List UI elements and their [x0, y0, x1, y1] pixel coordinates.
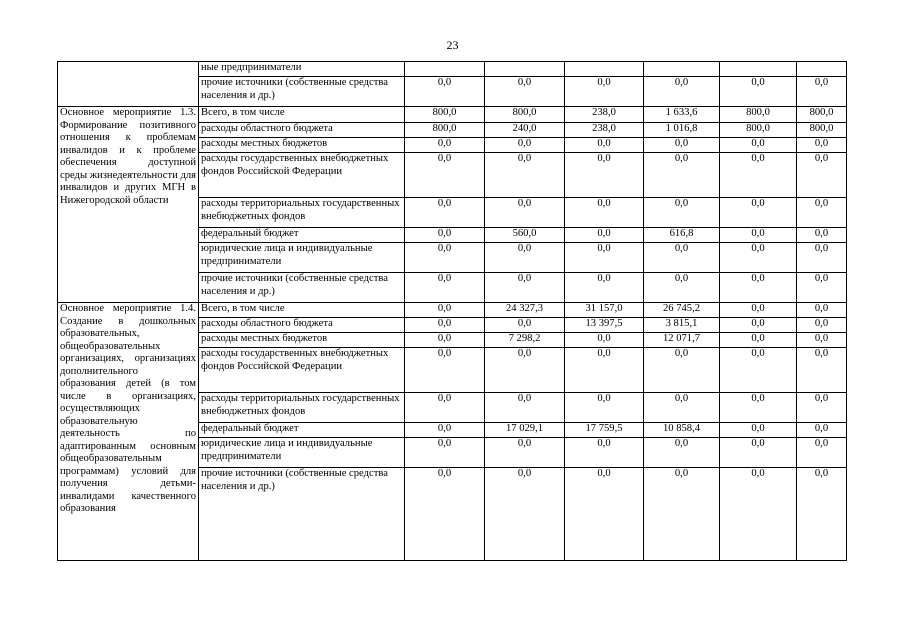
value-cell: 0,0	[405, 333, 485, 348]
value-cell: 26 745,2	[644, 303, 720, 318]
value-cell: 17 029,1	[485, 423, 565, 438]
value-cell: 0,0	[405, 303, 485, 318]
value-cell: 0,0	[644, 468, 720, 561]
value-cell: 800,0	[720, 123, 797, 138]
value-cell: 0,0	[720, 348, 797, 393]
value-cell: 0,0	[797, 318, 847, 333]
value-cell: 31 157,0	[565, 303, 644, 318]
value-cell: 0,0	[797, 438, 847, 468]
value-cell: 0,0	[565, 228, 644, 243]
value-cell: 0,0	[405, 348, 485, 393]
value-cell: 0,0	[405, 468, 485, 561]
row-label: расходы местных бюджетов	[199, 138, 405, 153]
value-cell: 0,0	[720, 138, 797, 153]
value-cell: 0,0	[720, 423, 797, 438]
value-cell: 0,0	[797, 348, 847, 393]
value-cell: 0,0	[485, 153, 565, 198]
value-cell: 0,0	[720, 318, 797, 333]
value-cell: 0,0	[797, 138, 847, 153]
measure-name: Основное мероприятие 1.4. Создание в дошкольных образовательных, общеобразовательных организациях, организациях дополнительного образования детей (в том числе в организациях, осуществляющих образовательную деятельность по адаптированным основным общеобразовательным программам) условий для получения детьми-инвалидами качественного образования	[58, 303, 199, 561]
value-cell: 800,0	[720, 107, 797, 123]
measure-name: Основное мероприятие 1.3. Формирование позитивного отношения к проблемам инвалидов и к проблеме обеспечения доступной среды жизнедеятельности для инвалидов и других МГН в Нижегородской области	[58, 107, 199, 303]
value-cell: 17 759,5	[565, 423, 644, 438]
value-cell: 0,0	[797, 423, 847, 438]
value-cell: 616,8	[644, 228, 720, 243]
value-cell: 0,0	[405, 393, 485, 423]
table-row	[58, 62, 847, 77]
value-cell: 0,0	[720, 438, 797, 468]
value-cell: 0,0	[405, 243, 485, 273]
value-cell: 0,0	[797, 303, 847, 318]
value-cell: 0,0	[720, 77, 797, 107]
value-cell: 0,0	[644, 243, 720, 273]
value-cell: 0,0	[644, 273, 720, 303]
value-cell: 0,0	[485, 77, 565, 107]
value-cell: 0,0	[797, 77, 847, 107]
value-cell: 560,0	[485, 228, 565, 243]
value-cell: 7 298,2	[485, 333, 565, 348]
value-cell	[405, 62, 485, 77]
value-cell: 0,0	[797, 468, 847, 561]
value-cell: 0,0	[405, 77, 485, 107]
value-cell: 0,0	[720, 333, 797, 348]
value-cell: 0,0	[797, 153, 847, 198]
row-label: юридические лица и индивидуальные предприниматели	[199, 438, 405, 468]
value-cell: 238,0	[565, 107, 644, 123]
value-cell: 800,0	[485, 107, 565, 123]
value-cell: 1 016,8	[644, 123, 720, 138]
row-label: федеральный бюджет	[199, 228, 405, 243]
row-label: расходы территориальных государственных внебюджетных фондов	[199, 393, 405, 423]
value-cell: 1 633,6	[644, 107, 720, 123]
value-cell: 0,0	[565, 153, 644, 198]
value-cell: 0,0	[485, 468, 565, 561]
value-cell: 0,0	[485, 243, 565, 273]
row-label: ные предприниматели	[199, 62, 405, 77]
value-cell: 0,0	[797, 228, 847, 243]
value-cell: 10 858,4	[644, 423, 720, 438]
value-cell: 800,0	[405, 123, 485, 138]
value-cell: 0,0	[644, 393, 720, 423]
value-cell: 0,0	[405, 138, 485, 153]
row-label: юридические лица и индивидуальные предприниматели	[199, 243, 405, 273]
row-label: расходы областного бюджета	[199, 123, 405, 138]
value-cell	[797, 62, 847, 77]
row-label: прочие источники (собственные средства населения и др.)	[199, 77, 405, 107]
value-cell	[720, 62, 797, 77]
value-cell: 0,0	[485, 348, 565, 393]
value-cell: 0,0	[720, 393, 797, 423]
value-cell: 240,0	[485, 123, 565, 138]
value-cell: 0,0	[405, 318, 485, 333]
table-row	[58, 107, 847, 123]
value-cell: 0,0	[565, 243, 644, 273]
measure-cell-empty	[58, 62, 199, 107]
value-cell: 0,0	[405, 228, 485, 243]
value-cell: 800,0	[405, 107, 485, 123]
value-cell: 0,0	[644, 138, 720, 153]
value-cell: 0,0	[720, 228, 797, 243]
value-cell: 800,0	[797, 107, 847, 123]
row-label: расходы областного бюджета	[199, 318, 405, 333]
value-cell: 0,0	[720, 273, 797, 303]
value-cell: 0,0	[405, 273, 485, 303]
value-cell	[644, 62, 720, 77]
value-cell: 0,0	[797, 243, 847, 273]
value-cell: 0,0	[565, 273, 644, 303]
value-cell: 0,0	[565, 468, 644, 561]
value-cell: 0,0	[720, 468, 797, 561]
row-label: расходы местных бюджетов	[199, 333, 405, 348]
row-label: прочие источники (собственные средства населения и др.)	[199, 273, 405, 303]
value-cell: 0,0	[565, 438, 644, 468]
value-cell: 0,0	[485, 318, 565, 333]
value-cell: 0,0	[565, 138, 644, 153]
value-cell	[565, 62, 644, 77]
value-cell: 0,0	[797, 198, 847, 228]
value-cell: 0,0	[797, 333, 847, 348]
value-cell: 0,0	[644, 77, 720, 107]
value-cell: 0,0	[797, 393, 847, 423]
value-cell: 0,0	[644, 153, 720, 198]
funding-table	[57, 61, 847, 561]
value-cell: 0,0	[720, 303, 797, 318]
value-cell: 0,0	[405, 438, 485, 468]
value-cell: 12 071,7	[644, 333, 720, 348]
row-label: Всего, в том числе	[199, 107, 405, 123]
value-cell: 238,0	[565, 123, 644, 138]
value-cell: 0,0	[644, 348, 720, 393]
value-cell: 0,0	[405, 423, 485, 438]
value-cell: 800,0	[797, 123, 847, 138]
value-cell	[485, 62, 565, 77]
value-cell: 0,0	[565, 393, 644, 423]
value-cell: 24 327,3	[485, 303, 565, 318]
row-label: федеральный бюджет	[199, 423, 405, 438]
value-cell: 0,0	[720, 198, 797, 228]
row-label: прочие источники (собственные средства населения и др.)	[199, 468, 405, 561]
value-cell: 0,0	[485, 438, 565, 468]
value-cell: 3 815,1	[644, 318, 720, 333]
value-cell: 13 397,5	[565, 318, 644, 333]
value-cell: 0,0	[565, 77, 644, 107]
row-label: Всего, в том числе	[199, 303, 405, 318]
table-row	[58, 303, 847, 318]
page-number: 23	[446, 38, 459, 52]
value-cell: 0,0	[565, 348, 644, 393]
row-label: расходы государственных внебюджетных фондов Российской Федерации	[199, 153, 405, 198]
value-cell: 0,0	[644, 438, 720, 468]
value-cell: 0,0	[565, 333, 644, 348]
value-cell: 0,0	[485, 198, 565, 228]
value-cell: 0,0	[797, 273, 847, 303]
value-cell: 0,0	[485, 138, 565, 153]
value-cell: 0,0	[720, 243, 797, 273]
value-cell: 0,0	[720, 153, 797, 198]
value-cell: 0,0	[405, 153, 485, 198]
row-label: расходы государственных внебюджетных фондов Российской Федерации	[199, 348, 405, 393]
value-cell: 0,0	[485, 393, 565, 423]
row-label: расходы территориальных государственных внебюджетных фондов	[199, 198, 405, 228]
value-cell: 0,0	[565, 198, 644, 228]
value-cell: 0,0	[405, 198, 485, 228]
value-cell: 0,0	[644, 198, 720, 228]
value-cell: 0,0	[485, 273, 565, 303]
